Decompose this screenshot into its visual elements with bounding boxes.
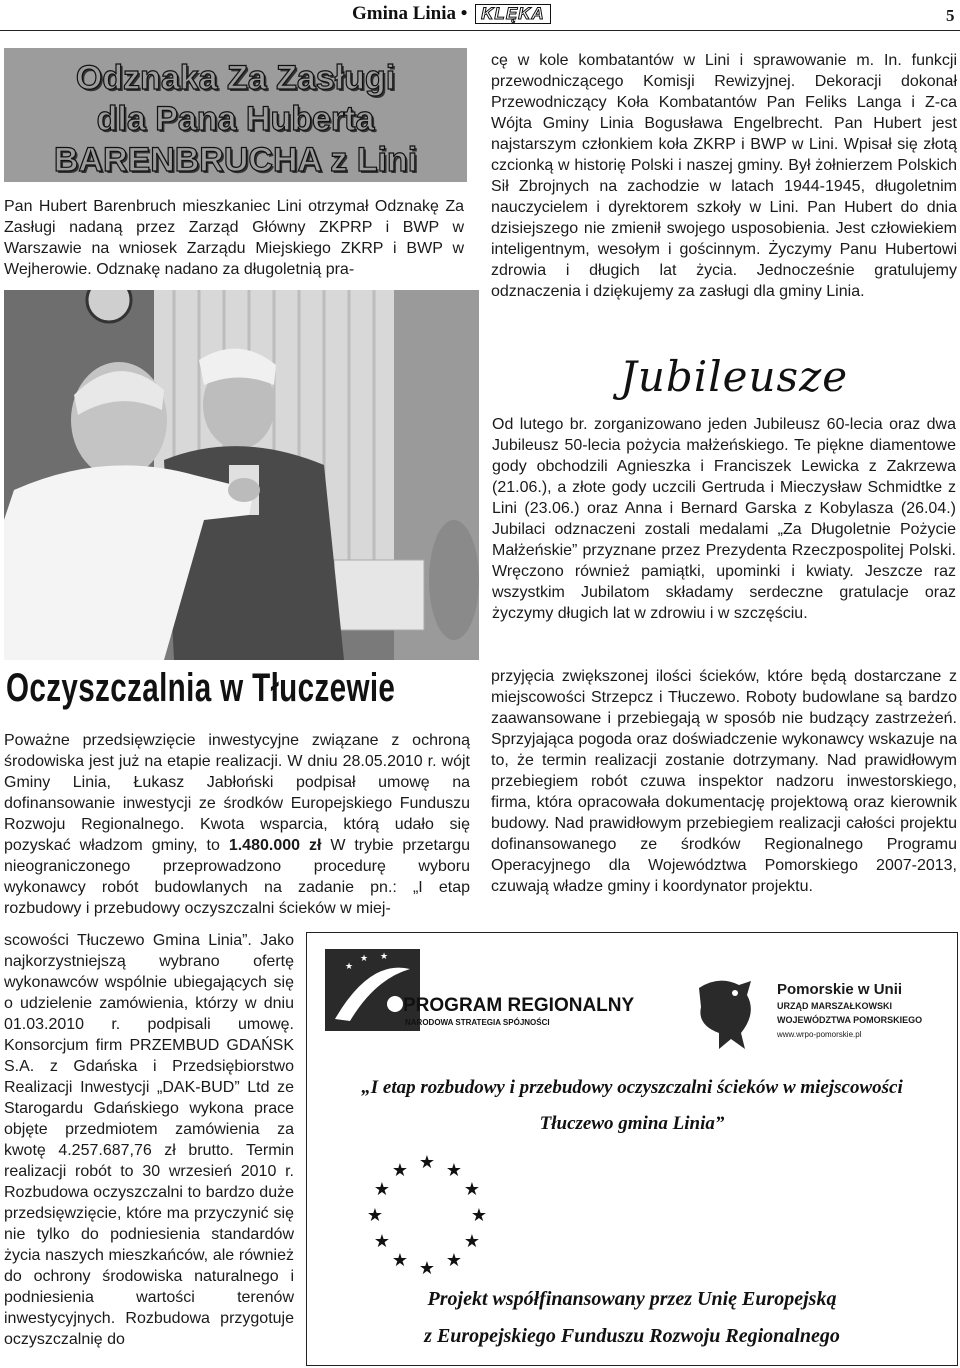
jubileusze-heading: Jubileusze xyxy=(620,352,849,401)
svg-text:★: ★ xyxy=(445,1160,463,1181)
article2-intro-part1: Poważne przedsięwzięcie inwestycyjne związane z ochroną środowiska jest już na etapie realizacji. W dniu 28.05.2010 r. wójt Gminy Linia, Łukasz Jabłoński podpisał umowę na dofinansowanie inwestycji ze środków Europejskiego Funduszu Rozwoju Regionalnego. Kwota wsparcia, którą udało się pozyskać władzom gminy, to xyxy=(4,732,470,854)
newspaper-logo: KLĘKA xyxy=(475,4,551,24)
page-header xyxy=(0,0,960,31)
svg-text:★: ★ xyxy=(391,1160,409,1181)
decoration-photo xyxy=(4,290,479,660)
page-number: 5 xyxy=(946,6,955,25)
program-regionalny-name: PROGRAM REGIONALNY xyxy=(403,995,635,1016)
program-regionalny-subtitle: NARODOWA STRATEGIA SPÓJNOŚCI xyxy=(405,1018,550,1027)
article-title-line-3: BARENBRUCHA z Lini xyxy=(53,141,418,179)
article-title-box xyxy=(4,48,467,182)
svg-text:★: ★ xyxy=(366,1205,384,1226)
svg-text:★: ★ xyxy=(463,1179,481,1200)
svg-text:★: ★ xyxy=(445,1250,463,1271)
article2-grant-amount: 1.480.000 zł xyxy=(228,837,322,854)
header-title xyxy=(352,3,551,25)
office-url: www.wrpo-pomorskie.pl xyxy=(777,1030,862,1039)
eu-funding-poster xyxy=(306,932,958,1366)
svg-text:★: ★ xyxy=(360,953,369,963)
office-line-2: WOJEWÓDZTWA POMORSKIEGO xyxy=(777,1015,923,1025)
pomorskie-w-unii-title: Pomorskie w Unii xyxy=(777,981,903,998)
article2-right-text: przyjęcia zwiększonej ilości ścieków, które będą dostarczane z miejscowości Strzepcz i Tłuczewo. Roboty budowlane są bardzo zaawansowane i przebiegają w sposób nie budzący zastrzeżeń. Sprzyjająca pogoda oraz doświadczenie wykonawcy wskazuje na to, że termin realizacji zostanie dotrzymany. Nad prawidłowym przebiegiem robót czuwa inspektor nadzoru inwestorskiego, firma, która opracowała dokumentację projektową oraz kierownik budowy. Nad prawidłowym przebiegiem realizacji całości projektu dofinansowanego ze środków Regionalnego Programu Operacyjnego dla Województwa Pomorskiego 2007-2013, czuwają władze gminy i koordynator projektu. xyxy=(491,668,957,895)
svg-text:★: ★ xyxy=(345,961,354,971)
project-title-line-2: Tłuczewo gmina Linia” xyxy=(539,1113,725,1134)
funding-line-1: Projekt współfinansowany przez Unię Europejską xyxy=(427,1288,837,1310)
funding-line-2: z Europejskiego Funduszu Rozwoju Regionalnego xyxy=(424,1325,840,1347)
svg-text:★: ★ xyxy=(373,1179,391,1200)
article1-right-text: cę w kole kombatantów w Lini i sprawowanie m. In. funkcji przewodniczącego Komisji Rewizyjnej. Dekoracji dokonał Przewodniczący Koła Kombatantów Pan Feliks Langa i Z-ca Wójta Gminy Linia Bogusława Engelbrecht. Pan Hubert jest najstarszym członkiem koła ZKRP i BWP w Lini. Wpisał się złotą czcionką w historię Polski i naszej gminy. Był żołnierzem Polskich Sił Zbrojnych na zachodzie w latach 1944-1945, długoletnim nauczycielem i dyrektorem szkoły w Lini. Pan Hubert do dnia dzisiejszego nie zmienił swojego usposobienia. Jest człowiekiem inteligentnym, wesołym i gościnnym. Życzymy Panu Hubertowi zdrowia i długich lat życia. Jednocześnie gratulujemy odznaczenia i dziękujemy za zasługi dla gminy Linia. xyxy=(491,52,957,300)
svg-text:★: ★ xyxy=(463,1231,481,1252)
svg-text:★: ★ xyxy=(391,1250,409,1271)
office-line-1: URZĄD MARSZAŁKOWSKI xyxy=(777,1001,892,1011)
pomorskie-griffin-icon xyxy=(689,973,761,1051)
article2-narrow-text: scowości Tłuczewo Gmina Linia”. Jako najkorzystniejszą wybrano ofertę wykonawców wspólnie ubiegających się o udzielenie zamówienia, którzy w dniu 01.03.2010 r. podpisali umowę. Konsorcjum firm PRZEMBUD GDAŃSK S.A. z Gdańska i Przedsiębiorstwo Realizacji Inwestycji „DAK-BUD” Ltd ze Starogardu Gdańskiego wykona prace objęte przedmiotem zamówienia za kwotę 4.257.687,76 zł brutto. Termin realizacji robót to 30 wrzesień 2010 r. Rozbudowa oczyszczalni to bardzo duże przedsięwzięcie, które ma przyczynić się nie tylko do podniesienia standardów życia naszych mieszkańców, ale również do ochrony środowiska naturalnego i podniesienia wartości terenów inwestycyjnych. Rozbudowa przygotuje oczyszczalnię do xyxy=(4,932,294,1348)
svg-text:★: ★ xyxy=(373,1231,391,1252)
article1-left-text: Pan Hubert Barenbruch mieszkaniec Lini otrzymał Odznakę Za Zasługi nadaną przez Zarząd Główny ZKPRP i BWP w Warszawie na wniosek Zarządu Miejskiego ZKRP i BWP w Wejherowie. Odznakę nadano za długoletnią pra- xyxy=(4,198,464,278)
svg-text:★: ★ xyxy=(380,951,389,961)
project-title-line-1: „I etap rozbudowy i przebudowy oczyszczalni ścieków w miejscowości xyxy=(361,1077,903,1098)
svg-text:★: ★ xyxy=(418,1152,436,1173)
eu-stars-icon xyxy=(357,1143,497,1283)
article2-intro-text xyxy=(4,730,470,919)
header-title-text: Gmina Linia • xyxy=(352,3,468,24)
article-title-line-2: dla Pana Huberta xyxy=(96,100,375,138)
svg-text:★: ★ xyxy=(470,1205,488,1226)
svg-text:★: ★ xyxy=(418,1258,436,1279)
article-title-line-1: Odznaka Za Zasługi xyxy=(75,59,396,97)
oczyszczalnia-heading: Oczyszczalnia w Tłuczewie xyxy=(6,666,396,710)
article2-intro-part2: W trybie przetargu nieograniczonego przeprowadzono procedurę wyboru wykonawcy robót budowlanych na zadanie pn.: „I etap rozbudowy i przebudowy oczyszczalni ścieków w miej- xyxy=(4,837,470,917)
jubileusze-text: Od lutego br. zorganizowano jeden Jubileusz 60-lecia oraz dwa Jubileusz 50-lecia pożycia małżeńskiego. Te piękne diamentowe gody obchodzili Agnieszka i Franciszek Lewicka z Zakrzewa (21.06.), a złote gody uczcili Gertruda i Mieczysław Schmidtke z Lini (23.06.) oraz Anna i Bernard Garska z Kobylasza (26.04.) Jubilaci odznaczeni zostali medalami „Za Długoletnie Pożycie Małżeńskie” przyznane przez Prezydenta Rzeczpospolitej Polski. Wręczono również pamiątki, upominki i kwiaty. Jeszcze raz wszystkim Jubilatom składamy serdeczne gratulacje oraz życzymy długich lat w zdrowiu i w szczęściu. xyxy=(492,416,956,622)
